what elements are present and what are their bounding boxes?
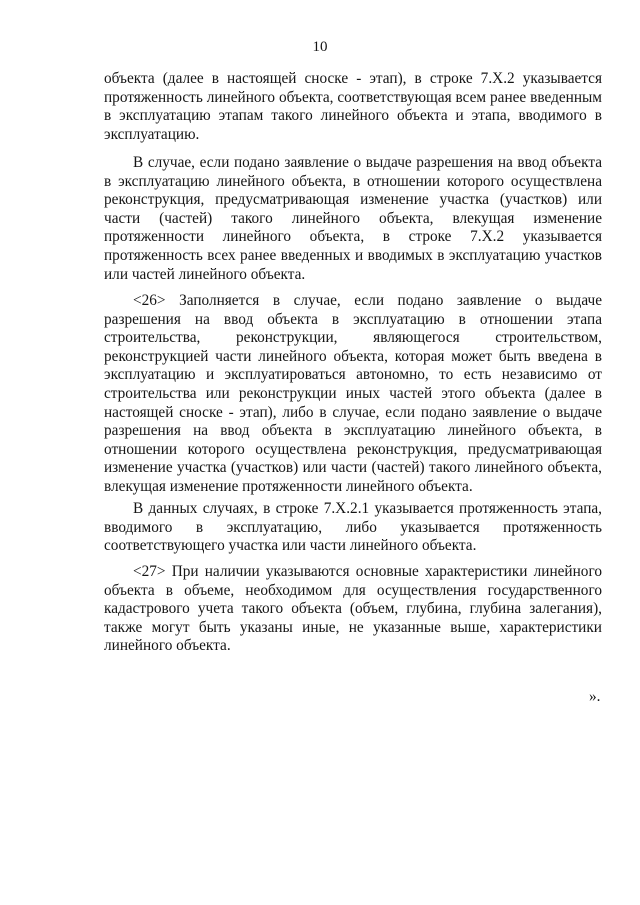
paragraph-text: <26> Заполняется в случае, если подано заявление о выдаче разрешения на ввод объекта в эксплуатацию в отношении этапа строительства, реконструкции, являющегося строительством, реконструкцией части линейного объекта, которая может быть введена в эксплуатацию и эксплуатироваться автономно, то есть независимо от строительства или реконструкции иных частей этого объекта (далее в настоящей сноске - этап), либо в случае, если подано заявление о выдаче разрешения на ввод объекта в эксплуатацию линейного объекта, в отношении которого осуществлена реконструкция, предусматривающая изменение участка (участков) или части (частей) такого линейного объекта, влекущая изменение протяженности линейного объекта.	[104, 292, 602, 495]
paragraph-continuation	[104, 70, 602, 144]
paragraph-reconstruction-length	[104, 154, 602, 284]
paragraph-text: В случае, если подано заявление о выдаче разрешения на ввод объекта в эксплуатацию линейного объекта, в отношении которого осуществлена реконструкция, предусматривающая изменение участка (участков) или части (частей) такого линейного объекта, влекущая изменение протяженности линейного объекта, в строке 7.Х.2 указывается протяженность всех ранее введенных и вводимых в эксплуатацию участков или частей линейного объекта.	[104, 154, 602, 283]
footnote-26	[104, 292, 602, 497]
paragraph-stage-length	[104, 500, 602, 556]
paragraph-text: объекта (далее в настоящей сноске - этап), в строке 7.Х.2 указывается протяженность линейного объекта, соответствующая всем ранее введенным в эксплуатацию этапам такого линейного объекта и этапа, вводимого в эксплуатацию.	[104, 70, 602, 143]
page-number: 10	[312, 39, 328, 55]
paragraph-text: <27> При наличии указываются основные характеристики линейного объекта в объеме, необходимом для осуществления государственного кадастрового учета такого объекта (объем, глубина, глубина залегания), также могут быть указаны иные, не указанные выше, характеристики линейного объекта.	[104, 563, 602, 655]
paragraph-text: В данных случаях, в строке 7.Х.2.1 указывается протяженность этапа, вводимого в эксплуатацию, либо указывается протяженность соответствующего участка или части линейного объекта.	[104, 500, 602, 555]
closing-quote-mark: ».	[589, 688, 601, 705]
footnote-27	[104, 563, 602, 656]
